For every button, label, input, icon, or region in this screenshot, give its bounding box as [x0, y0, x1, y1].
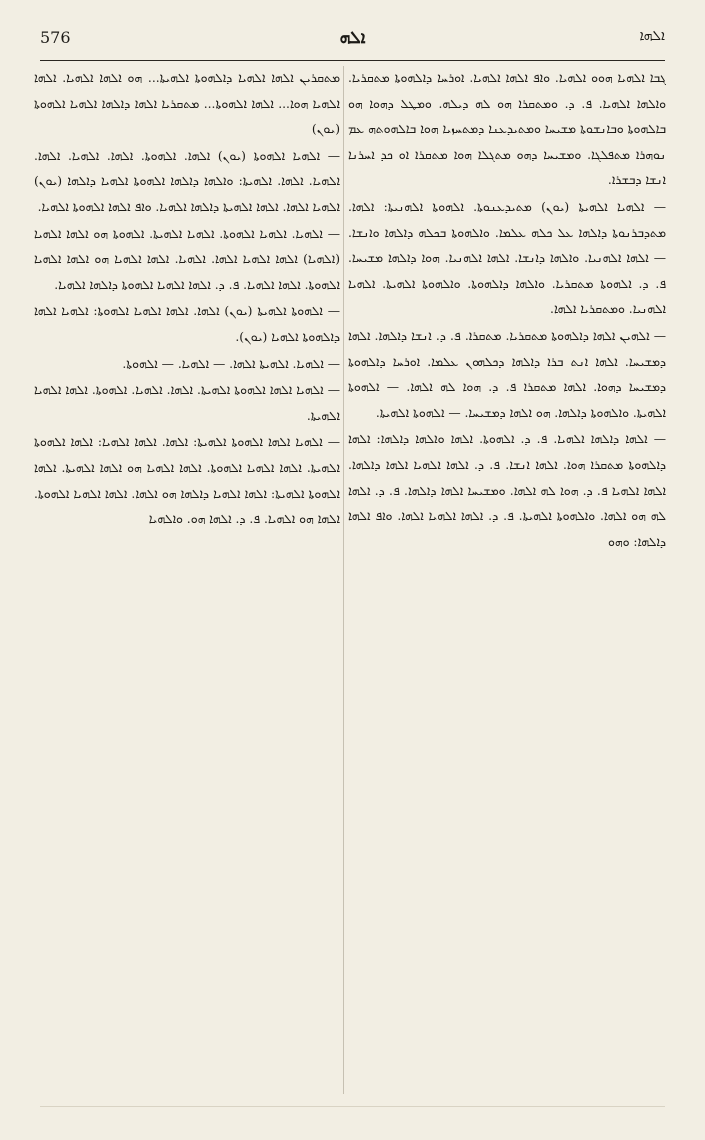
page-number: 576 [40, 28, 71, 47]
left-column [34, 66, 340, 1094]
entry-paragraph: — ܐܠܗܐ ܕܐܠܗܐ ܐܠܗܝܐ. ܦ. ܕ. ܐܠܗܘܬܐ. ܐܠܗܐ ܘܐܠܗܐ ܕܐܠܗܐ: ܐܠܗܐ ܕܐܠܗܘܬܐ ܡܬܩܪܐ ܗܘܐ. ܐܠܗܐ ܐܢܫܐ. ܦ. ܕ. ܐܠܗܐ ܐܠܗܝܐ ܐܠܗܐ ܕܐܠܗܐ. ܐܠܗܐ ܐܠܗܝܐ ܦ. ܕ. ܗܘܐ ܠܗ ܐܠܗܐ. ܘܡܫܝܚܐ ܐܠܗܐ ܕܐܠܗܐ. ܦ. ܕ. ܐܠܗܐ ܠܗ ܗܘ ܐܠܗܐ. ܘܐܠܗܘܬܐ ܐܠܗܝܬܐ. ܦ. ܕ. ܐܠܗܐ ܐܠܗܝܐ ܐܠܗܐ. ܘܐܦ ܐܠܗܐ ܕܐܠܗܐ: ܘܗܘ [348, 432, 666, 549]
page-headword: ܐܠܗ [339, 28, 366, 48]
entry-paragraph: — ܐܠܗܝܐ ܐܠܗܘܬܐ (ܝܘܢ) ܐܠܗܐ. ܐܠܗܘܬܐ. ܐܠܗܐ. ܐܠܗܝܐ. ܐܠܗܐ. ܐܠܗܝܐ. ܐܠܗܐ. ܐܠܗܝܬܐ: ܘܐܠܗܐ ܕܐܠܗܐ ܐܠܗܘܬܐ ܐܠܗܝܐ ܕܐܠܗܐ (ܝܘܢ) ܐܠܗܝܐ ܐܠܗܐ. ܐܠܗܐ ܐܠܗܝܬܐ ܕܐܠܗܐ ܐܠܗܝܐ. ܘܐܦ ܐܠܗܐ ܐܠܗܘܬܐ ܐܠܗܝܐ. [34, 148, 340, 214]
header-rule [40, 60, 665, 61]
entry-paragraph: — ܐܠܗܝܢ ܐܠܗܐ ܕܐܠܗܘܬܐ ܡܬܩܪܝܐ. ܡܬܩܪܐ. ܦ. ܕ. ܐܢܫܐ ܕܐܠܗܐ. ܐܠܗܐ ܕܡܫܝܚܐ. ܐܠܗܐ ܐܢܬ ܒܪܐ ܕܐܠܗܐ ܕܟܠܗܘܢ ܥܠܡܐ. ܐܘܪܚܐ ܕܐܠܗܘܬܐ ܕܡܫܝܚܐ ܕܗܘܐ. ܐܠܗܐ ܡܬܩܪܐ ܦ. ܕ. ܗܘܐ ܠܗ ܐܠܗܐ. — ܐܠܗܘܬܐ ܐܠܗܝܬܐ. ܘܐܠܗܘܬܐ ܕܐܠܗܐ. ܗܘ ܐܠܗܐ ܕܡܫܝܚܐ. — ܐܠܗܘܬܐ ܐܠܗܝܬܐ. [348, 328, 666, 420]
entry-paragraph: — ܐܠܗܝܐ ܐܠܗܐ ܐܠܗܘܬܐ ܐܠܗܝܬܐ: ܐܠܗܐ. ܐܠܗܐ ܐܠܗܝܐ: ܐܠܗܐ ܐܠܗܘܬܐ ܐܠܗܝܬܐ. ܐܠܗܐ ܐܠܗܝܐ ܐܠܗܘܬܐ. ܐܠܗܐ ܐܠܗܝܐ ܗܘ ܐܠܗܐ ܐܠܗܝܬܐ. ܐܠܗܐ ܐܠܗܘܬܐ ܐܠܗܝܬܐ: ܐܠܗܐ ܐܠܗܝܐ ܕܐܠܗܐ ܗܘ ܐܠܗܐ. ܐܠܗܐ ܐܠܗܝܐ ܐܠܗܘܬܐ. ܐܠܗܐ ܗܘ ܐܠܗܝܐ. ܦ. ܕ. ܐܠܗܐ ܗܘ. ܘܐܠܗܝܐ [34, 435, 340, 527]
entry-paragraph: — ܐܠܗܘܬܐ ܐܠܗܝܬܐ (ܝܘܢ) ܐܠܗܐ. ܐܠܗܐ ܐܠܗܝܐ ܐܠܗܘܬܐ: ܐܠܗܝܐ ܐܠܗܐ ܕܐܠܗܘܬܐ ܐܠܗܝܐ (ܝܘܢ). [34, 304, 340, 344]
entry-paragraph: — ܐܠܗܝܐ ܐܠܗܝܬܐ (ܝܘܢ) ܡܬܝܕܥܢܘܬܐ. ܐܠܗܘܬܐ ܐܠܗܢܝܬܐ: ܐܠܗܐ. ܡܬܕܒܪܢܘܬܐ ܕܐܠܗܐ ܥܠ ܟܠܗ ܥܠܡܐ. ܘܐܠܗܘܬܐ ܒܟܠܗ ܕܐܠܗܐ ܘܐܢܫܐ. — ܐܠܗܐ ܐܠܗܢܝܐ. ܘܐܠܗܐ ܕܐܢܫܐ. ܐܠܗܐ ܐܠܗܢܝܐ. ܗܘܐ ܕܐܠܗܐ ܡܫܝܚܐ. ܦ. ܕ. ܐܠܗܘܬܐ ܡܬܩܪܝܐ. ܘܐܠܗܐ ܕܐܠܗܘܬܐ. ܘܐܠܗܘܬܐ ܐܠܗܝܬܐ. ܐܠܗܝܐ ܐܠܗܢܝܐ. ܘܡܬܩܪܝܐ ܐܠܗܐ. [348, 199, 666, 317]
running-header [40, 28, 665, 52]
catchword: ܐܠܗܐ [639, 28, 665, 44]
entry-paragraph: ܓܒܐ ܐܠܗܝܐ ܗܘܘ ܐܠܗܝܐ. ܘܐܦ ܐܠܗܐ ܐܠܗܝܐ. ܐܘܪܚܐ ܕܐܠܗܘܬܐ ܡܬܩܪܝܐ. ܘܐܠܗܐ ܐܠܗܝܐ. ܦ. ܕ. ܘܡܬܩܪܐ ܗܘ ܠܗ ܕܝܠܗ. ܘܡܛܠ ܕܗܘܐ ܗܘ ܒܐܠܗܘܬܐ ܘܒܐܢܫܘܬܐ ܡܫܝܚܐ ܘܡܬܝܕܥܢܐ ܕܡܬܚܙܝܐ ܗܘܐ ܒܐܠܗܘܬܗ ܥܡ ܢܘܗܪܐ ܡܬܦܠܓܐ. ܘܡܫܝܚܐ ܕܗܘ ܡܬܓܠܐ ܗܘܐ ܡܬܩܪܐ ܐܘ ܟܕ ܐܚܪܢܐ ܐܢܫܐ ܕܒܫܪܐ. [348, 71, 666, 188]
footer-rule [40, 1106, 665, 1107]
entry-paragraph: ܡܬܩܪܝܢ ܐܠܗܐ ܐܠܗܝܐ ܕܐܠܗܘܬܐ ܐܠܗܝܬܐ... ܗܘ ܐܠܗܐ ܐܠܗܝܐ. ܐܠܗܐ ܐܠܗܝܐ ܗܘܐ... ܐܠܗܐ ܐܠܗܘܬܐ... ܡܬܩܪܝܐ ܐܠܗܐ ܕܐܠܗܐ ܐܠܗܝܐ ܐܠܗܘܬܐ (ܝܘܢ) [34, 71, 340, 137]
entry-paragraph: — ܐܠܗܝܐ. ܐܠܗܝܬܐ ܐܠܗܐ. — ܐܠܗܝܐ. — ܐܠܗܘܬܐ. [122, 356, 340, 371]
column-divider [343, 66, 344, 1094]
right-column [348, 66, 666, 1094]
entry-paragraph: — ܐܠܗܝܐ ܐܠܗܐ ܐܠܗܘܬܐ ܐܠܗܝܬܐ. ܐܠܗܐ. ܐܠܗܝܐ. ܐܠܗܘܬܐ. ܐܠܗܐ ܐܠܗܝܐ ܐܠܗܝܬܐ. [34, 383, 340, 423]
entry-paragraph: — ܐܠܗܝܐ. ܐܠܗܝܐ ܐܠܗܘܬܐ. ܐܠܗܝܐ ܐܠܗܝܬܐ. ܐܠܗܘܬܐ ܗܘ ܐܠܗܐ ܐܠܗܝܐ (ܐܠܗܝܐ) ܐܠܗܐ ܐܠܗܝܐ ܐܠܗܐ. ܐܠܗܝܐ. ܐܠܗܐ ܐܠܗܝܐ ܗܘ ܐܠܗܐ ܐܠܗܝܐ ܐܠܗܘܬܐ. ܐܠܗܐ ܐܠܗܝܐ. ܦ. ܕ. ܐܠܗܐ ܐܠܗܝܐ ܐܠܗܘܬܐ ܕܐܠܗܐ ܐܠܗܝܐ. [34, 226, 340, 292]
